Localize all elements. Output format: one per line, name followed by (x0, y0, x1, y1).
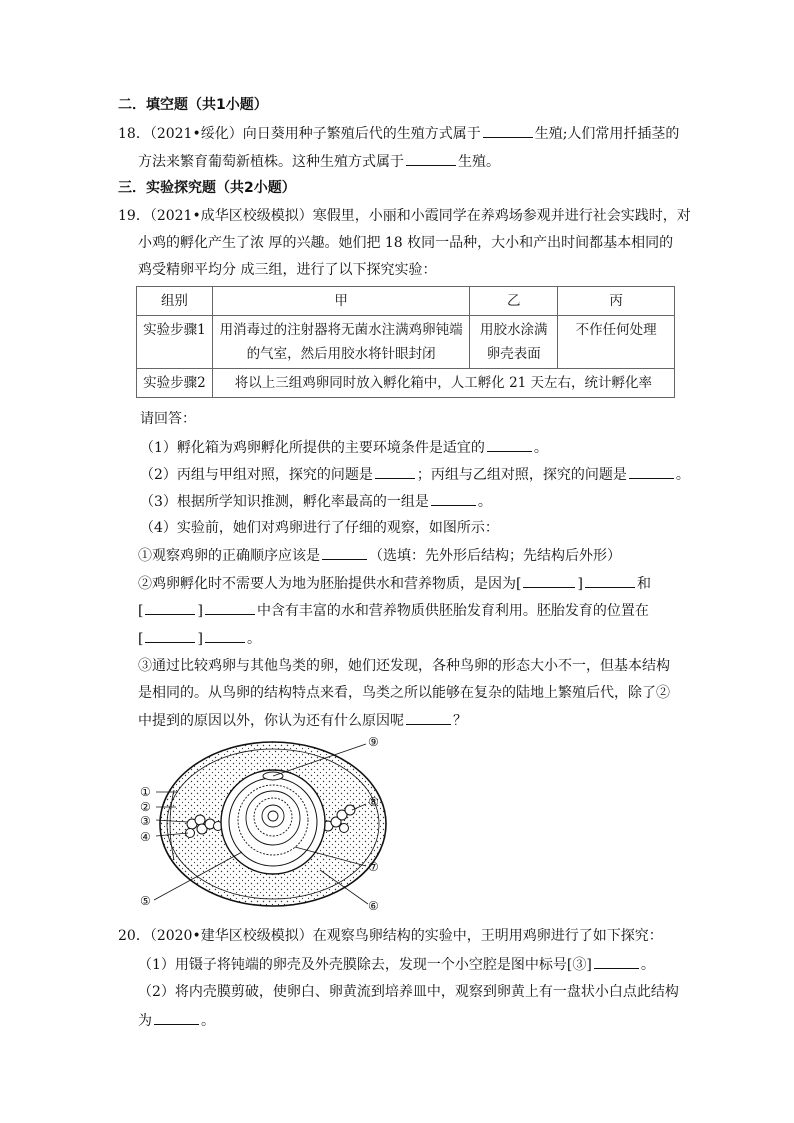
q19-part1 (140, 437, 548, 458)
q19-text: [ (138, 631, 144, 647)
egg-structure-diagram (130, 732, 400, 917)
q19-text: ②鸡卵孵化时不需要人为地为胚胎提供水和营养物质，是因为[ (138, 576, 522, 592)
q19-text: 。 (675, 467, 690, 483)
cell-text: 的气室，然后用胶水将针眼封闭 (246, 346, 436, 362)
q19-text: 。 (477, 494, 492, 510)
q19-sub2-line3 (138, 628, 261, 649)
q18-text: 18．（2021•绥化）向日葵用种子繁殖后代的生殖方式属于 (118, 126, 481, 142)
q18-text: 生殖。 (458, 154, 500, 170)
diagram-label: ④ (140, 830, 151, 844)
diagram-label: ⑥ (368, 899, 379, 913)
q19-text: 中提到的原因以外，你认为还有什么原因呢 (138, 713, 404, 729)
diagram-label: ⑨ (368, 735, 379, 749)
q19-blank-3[interactable] (629, 464, 674, 479)
table-cell-bing: 不作任何处理 (558, 316, 675, 369)
q20-intro: 20．（2020•建华区校级模拟）在观察鸟卵结构的实验中，王明用鸡卵进行了如下探究： (118, 928, 663, 944)
q19-intro-3: 鸡受精卵平均分 成三组，进行了以下探究实验： (138, 262, 437, 278)
table-cell-step2: 将以上三组鸡卵同时放入孵化箱中，人工孵化 21 天左右，统计孵化率 (212, 369, 674, 398)
q18-line1 (118, 123, 679, 144)
diagram-label: ② (140, 800, 151, 814)
section-heading-fill-blank: 二．填空题（共1小题） (118, 97, 268, 113)
q19-text: ] (197, 631, 203, 647)
q19-blank-9[interactable] (205, 600, 255, 615)
q19-text: （1）孵化箱为鸡卵孵化所提供的主要环境条件是适宜的 (140, 440, 485, 456)
q19-text: ] (577, 576, 583, 592)
q18-text: 方法来繁育葡萄新植株。这种生殖方式属于 (138, 154, 404, 170)
q19-sub3-line3 (138, 710, 467, 731)
q19-part4: （4）实验前，她们对鸡卵进行了仔细的观察，如图所示： (140, 520, 499, 536)
q19-text: ；丙组与乙组对照，探究的问题是 (416, 467, 627, 483)
cell-text: 用消毒过的注射器将无菌水注满鸡卵钝端 (219, 322, 463, 338)
q19-text: （3）根据所学知识推测，孵化率最高的一组是 (140, 494, 429, 510)
q19-text: 。 (533, 440, 548, 456)
q19-text: ] (197, 603, 203, 619)
q19-blank-1[interactable] (487, 437, 532, 452)
q20-text: 。 (201, 1013, 215, 1029)
q20-text: 为 (138, 1013, 152, 1029)
q19-blank-8[interactable] (145, 600, 195, 615)
q19-sub3-line2: 是相同的。从鸟卵的结构特点来看，鸟类之所以能够在复杂的陆地上繁殖后代，除了② (138, 685, 670, 701)
q18-line2 (138, 151, 500, 172)
q18-text: 生殖;人们常用扦插茎的 (534, 126, 680, 142)
cell-text: 用胶水涂满 (480, 322, 548, 338)
table-cell-yi (470, 316, 558, 369)
q19-intro-2: 小鸡的孵化产生了浓 厚的兴趣。她们把 18 枚同一品种，大小和产出时间都基本相同的 (138, 235, 674, 251)
q19-blank-7[interactable] (585, 573, 635, 588)
q19-blank-2[interactable] (375, 464, 415, 479)
q19-blank-12[interactable] (406, 710, 451, 725)
diagram-label: ⑤ (140, 894, 151, 908)
table-row (137, 369, 675, 398)
q19-sub2-line1 (138, 573, 651, 594)
q19-blank-5[interactable] (322, 545, 367, 560)
diagram-label: ⑧ (368, 795, 379, 809)
cell-text: 卵壳表面 (486, 346, 541, 362)
q19-intro-1: 19．（2021•成华区校级模拟）寒假里，小丽和小霞同学在养鸡场参观并进行社会实践时，对 (118, 208, 691, 224)
q19-text: ？ (453, 713, 467, 729)
table-header-row (137, 287, 675, 316)
q19-sub3-line1: ③通过比较鸡卵与其他鸟类的卵，她们还发现，各种鸟卵的形态大小不一，但基本结构 (138, 658, 670, 674)
table-row-label: 实验步骤1 (137, 316, 213, 369)
table-cell-jia (212, 316, 469, 369)
experiment-table (136, 286, 675, 398)
q19-text: 中含有丰富的水和营养物质供胚胎发育利用。胚胎发育的位置在 (256, 603, 649, 619)
table-header-cell: 甲 (212, 287, 469, 316)
q20-part2-line1: （2）将内壳膜剪破，使卵白、卵黄流到培养皿中，观察到卵黄上有一盘状小白点此结构 (138, 984, 679, 1000)
diagram-label: ③ (140, 814, 151, 828)
q19-blank-10[interactable] (145, 628, 195, 643)
q19-part3 (140, 491, 492, 512)
q20-part1 (138, 954, 655, 975)
diagram-label: ⑦ (368, 860, 379, 874)
yolk (221, 770, 325, 874)
q19-text: ①观察鸡卵的正确顺序应该是 (138, 548, 320, 564)
q18-blank-2[interactable] (406, 151, 456, 166)
q19-sub2-line2 (138, 600, 649, 621)
table-row (137, 316, 675, 369)
q20-text: （1）用镊子将钝端的卵壳及外壳膜除去，发现一个小空腔是图中标号[③] (138, 957, 592, 973)
q19-blank-11[interactable] (205, 628, 245, 643)
q20-blank-2[interactable] (154, 1010, 199, 1025)
q19-blank-6[interactable] (523, 573, 575, 588)
q20-blank-1[interactable] (594, 954, 639, 969)
table-row-label: 实验步骤2 (137, 369, 213, 398)
q19-part2 (140, 464, 690, 485)
q19-text: 和 (636, 576, 651, 592)
q20-part2-line2 (138, 1010, 215, 1031)
q19-sub1 (138, 545, 621, 566)
q19-text: [ (138, 603, 144, 619)
q20-text: 。 (640, 957, 655, 973)
q19-blank-4[interactable] (431, 491, 476, 506)
diagram-label: ① (140, 785, 151, 799)
q18-blank-1[interactable] (483, 123, 533, 138)
section-heading-experiment: 三．实验探究题（共2小题） (118, 180, 296, 196)
table-header-cell: 丙 (558, 287, 675, 316)
q19-text: （2）丙组与甲组对照，探究的问题是 (140, 467, 373, 483)
table-header-cell: 乙 (470, 287, 558, 316)
table-header-cell: 组别 (137, 287, 213, 316)
q19-text: （选填：先外形后结构；先结构后外形） (369, 548, 621, 564)
q19-text: 。 (246, 631, 261, 647)
q19-please-answer: 请回答： (140, 411, 196, 427)
